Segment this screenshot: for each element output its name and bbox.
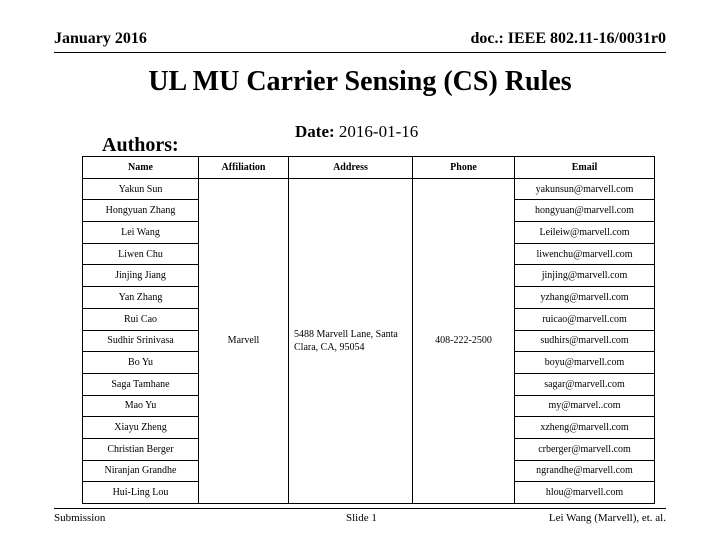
author-name-cell: Niranjan Grandhe — [83, 460, 199, 482]
author-email-cell: ngrandhe@marvell.com — [515, 460, 655, 482]
column-header-affiliation: Affiliation — [199, 157, 289, 179]
author-email-cell: hlou@marvell.com — [515, 482, 655, 504]
authors-heading: Authors: — [102, 134, 179, 156]
column-header-phone: Phone — [413, 157, 515, 179]
footer-slide-number: Slide 1 — [346, 512, 377, 524]
author-email-cell: sudhirs@marvell.com — [515, 330, 655, 352]
footer-authors: Lei Wang (Marvell), et. al. — [548, 512, 666, 524]
author-name-cell: Hongyuan Zhang — [83, 200, 199, 222]
author-name-cell: Rui Cao — [83, 308, 199, 330]
affiliation-cell: Marvell — [199, 178, 289, 503]
author-name-cell: Mao Yu — [83, 395, 199, 417]
author-email-cell: yzhang@marvell.com — [515, 287, 655, 309]
table-row — [83, 178, 655, 200]
author-name-cell: Yan Zhang — [83, 287, 199, 309]
author-name-cell: Lei Wang — [83, 222, 199, 244]
column-header-email: Email — [515, 157, 655, 179]
footer-submission: Submission — [54, 512, 106, 524]
address-cell: 5488 Marvell Lane, Santa Clara, CA, 95054 — [289, 178, 413, 503]
column-header-address: Address — [289, 157, 413, 179]
author-name-cell: Liwen Chu — [83, 243, 199, 265]
slide-title: UL MU Carrier Sensing (CS) Rules — [148, 66, 572, 97]
author-email-cell: ruicao@marvell.com — [515, 308, 655, 330]
author-email-cell: boyu@marvell.com — [515, 352, 655, 374]
header-divider — [54, 52, 666, 53]
author-email-cell: jinjing@marvell.com — [515, 265, 655, 287]
footer-divider — [54, 508, 666, 509]
author-email-cell: liwenchu@marvell.com — [515, 243, 655, 265]
author-name-cell: Hui-Ling Lou — [83, 482, 199, 504]
author-name-cell: Christian Berger — [83, 438, 199, 460]
author-email-cell: xzheng@marvell.com — [515, 417, 655, 439]
author-email-cell: hongyuan@marvell.com — [515, 200, 655, 222]
date-label: Date: — [295, 122, 335, 141]
author-email-cell: yakunsun@marvell.com — [515, 178, 655, 200]
author-name-cell: Xiayu Zheng — [83, 417, 199, 439]
phone-cell: 408-222-2500 — [413, 178, 515, 503]
author-name-cell: Yakun Sun — [83, 178, 199, 200]
author-name-cell: Jinjing Jiang — [83, 265, 199, 287]
header-doc-id: doc.: IEEE 802.11-16/0031r0 — [470, 30, 666, 47]
authors-table — [82, 156, 655, 504]
author-name-cell: Bo Yu — [83, 352, 199, 374]
date-value: 2016-01-16 — [338, 122, 419, 141]
author-email-cell: Leileiw@marvell.com — [515, 222, 655, 244]
author-email-cell: my@marvel..com — [515, 395, 655, 417]
date-line — [295, 122, 418, 142]
column-header-name: Name — [83, 157, 199, 179]
table-header-row — [83, 157, 655, 179]
header-date: January 2016 — [54, 30, 147, 47]
author-name-cell: Saga Tamhane — [83, 373, 199, 395]
author-email-cell: sagar@marvell.com — [515, 373, 655, 395]
author-name-cell: Sudhir Srinivasa — [83, 330, 199, 352]
author-email-cell: crberger@marvell.com — [515, 438, 655, 460]
